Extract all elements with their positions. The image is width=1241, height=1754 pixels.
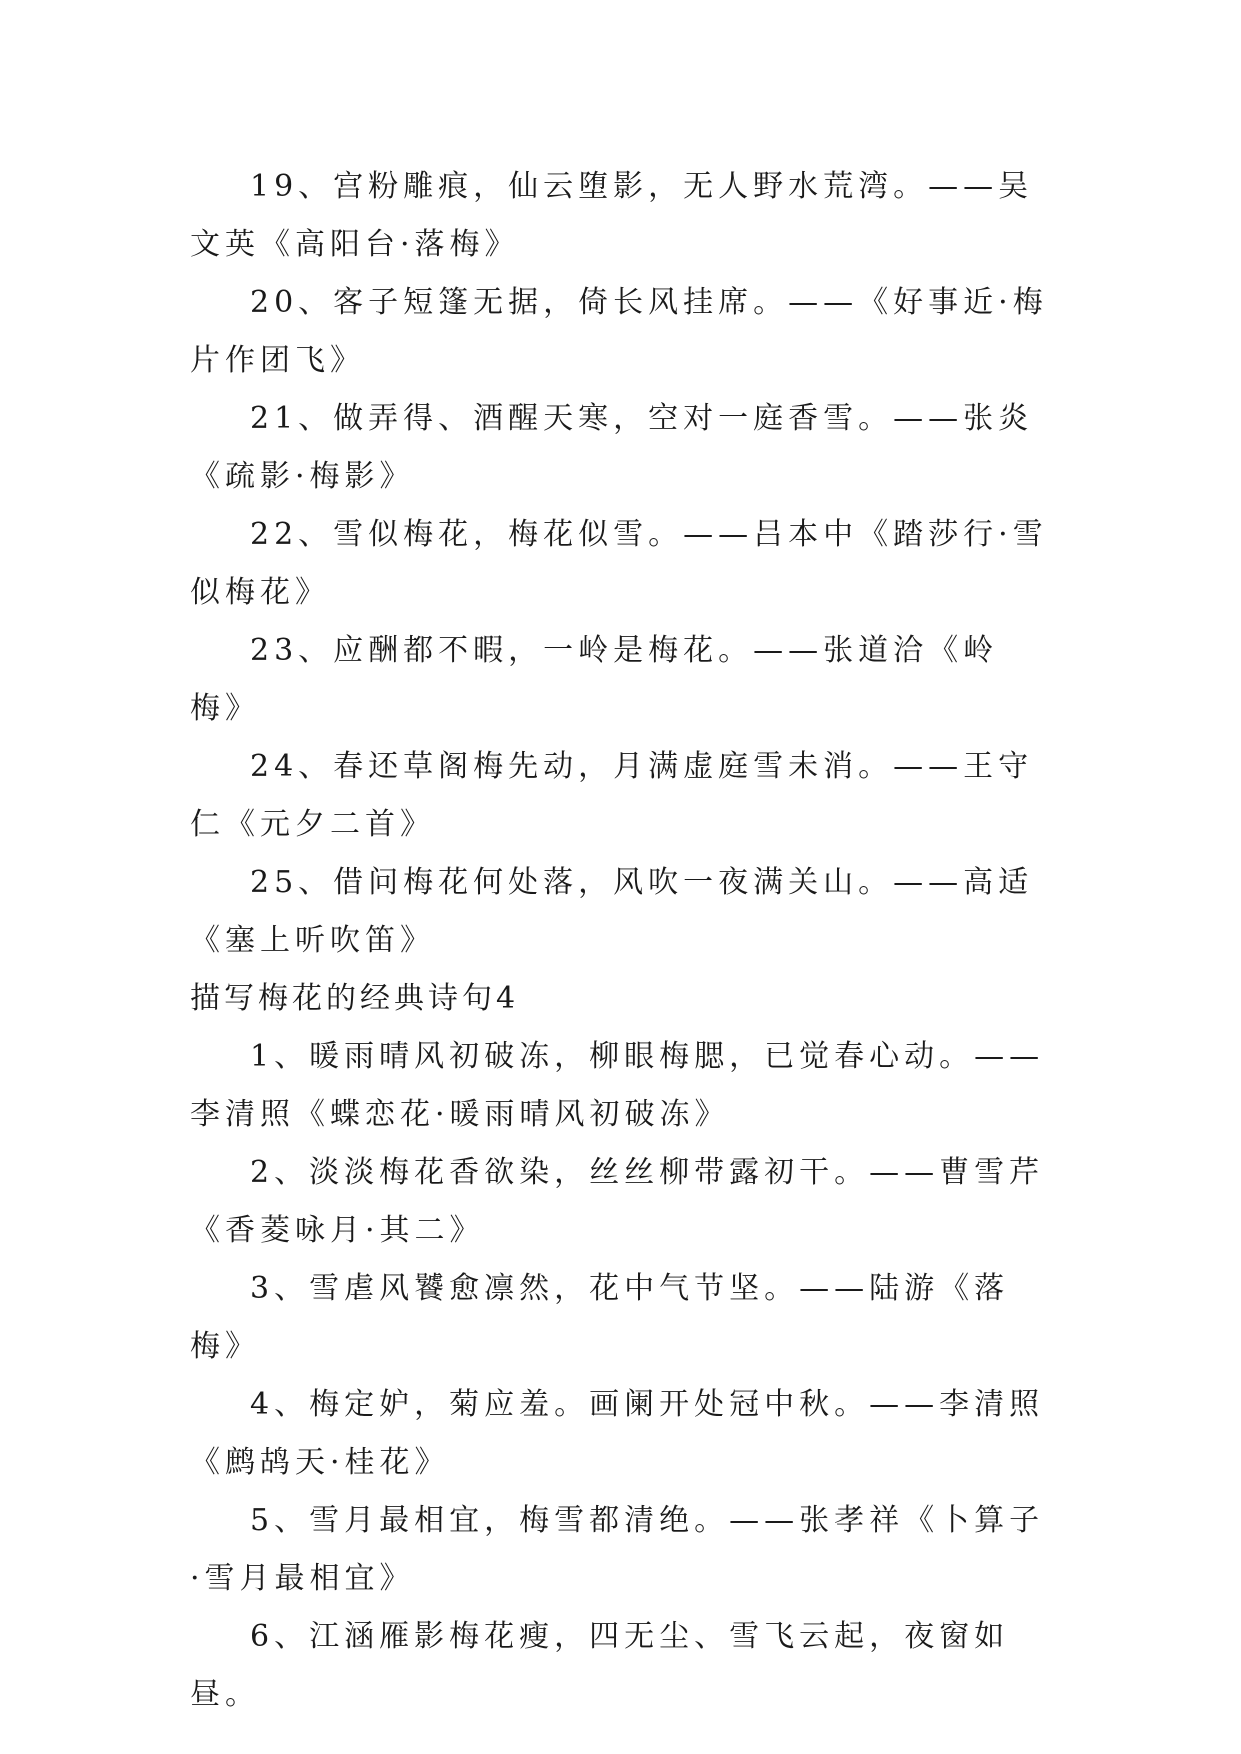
- poem-line-2: 2、淡淡梅花香欲染，丝丝柳带露初干。——曹雪芹《香菱咏月·其二》: [190, 1155, 1045, 1248]
- section-heading: 描写梅花的经典诗句4: [190, 981, 520, 1016]
- poem-line-25: 25、借问梅花何处落，风吹一夜满关山。——高适《塞上听吹笛》: [190, 865, 1034, 958]
- poem-line-6: 6、江涵雁影梅花瘦，四无尘、雪飞云起，夜窗如昼。: [190, 1619, 1010, 1712]
- poem-line-1: 1、暖雨晴风初破冻，柳眼梅腮，已觉春心动。——李清照《蝶恋花·暖雨晴风初破冻》: [190, 1039, 1045, 1132]
- poem-line-3: 3、雪虐风饕愈凛然，花中气节坚。——陆游《落梅》: [190, 1271, 1010, 1364]
- poem-line-21: 21、做弄得、酒醒天寒，空对一庭香雪。——张炎《疏影·梅影》: [190, 401, 1034, 494]
- poem-line-23: 23、应酬都不暇，一岭是梅花。——张道洽《岭梅》: [190, 633, 999, 726]
- poem-line-5: 5、雪月最相宜，梅雪都清绝。——张孝祥《卜算子·雪月最相宜》: [190, 1503, 1045, 1596]
- poem-line-20: 20、客子短篷无据，倚长风挂席。——《好事近·梅片作团飞》: [190, 285, 1048, 378]
- poem-line-22: 22、雪似梅花，梅花似雪。——吕本中《踏莎行·雪似梅花》: [190, 517, 1048, 610]
- poem-line-19: 19、宫粉雕痕，仙云堕影，无人野水荒湾。——吴文英《高阳台·落梅》: [190, 169, 1034, 262]
- poem-line-24: 24、春还草阁梅先动，月满虚庭雪未消。——王守仁《元夕二首》: [190, 749, 1034, 842]
- document-body: [190, 158, 1048, 1724]
- poem-line-4: 4、梅定妒，菊应羞。画阑开处冠中秋。——李清照《鹧鸪天·桂花》: [190, 1387, 1045, 1480]
